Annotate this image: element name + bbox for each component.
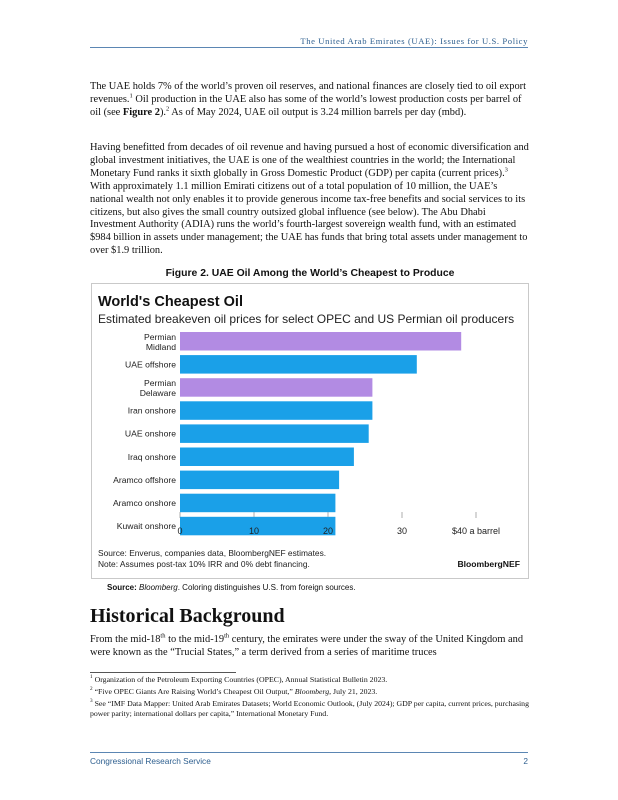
category-label: Permian Delaware — [139, 377, 176, 398]
bar — [180, 424, 369, 443]
chart-brand-logo: BloombergNEF — [457, 559, 520, 569]
x-tick-label: $40 a barrel — [451, 526, 501, 536]
bar — [180, 448, 354, 467]
figure-source: Source: Bloomberg. Coloring distinguishes U.S. from foreign sources. — [107, 583, 356, 592]
footer-organization: Congressional Research Service — [90, 756, 211, 766]
category-label: UAE offshore — [125, 359, 176, 370]
running-header: The United Arab Emirates (UAE): Issues for U.S. Policy — [300, 36, 528, 46]
section-heading-historical-background: Historical Background — [90, 605, 285, 627]
bar — [180, 355, 417, 374]
footnote-separator — [90, 672, 236, 673]
paragraph-oil-reserves: The UAE holds 7% of the world’s proven oil reserves, and national finances are closely tied to oil export revenues.$^1$ Oil production in the UAE also has some of the world’s lowest production costs per barrel of oil (see Figure 2).$^2$ As of May 2024, UAE oil output is 3.24 million barrels per day (mbd). — [90, 81, 526, 118]
category-label: Iran onshore — [127, 405, 176, 416]
x-tick-label: 30 — [396, 526, 408, 536]
bar — [180, 332, 461, 351]
chart-svg — [92, 284, 528, 578]
footnote-2: $^2$ “Five OPEC Giants Are Raising World’s Cheapest Oil Output,” Bloomberg, July 21, 2023. — [90, 686, 378, 696]
page-number: 2 — [523, 756, 528, 766]
chart-source-line: Source: Enverus, companies data, BloombergNEF estimates. — [98, 548, 327, 558]
category-label: Permian Midland — [144, 331, 176, 352]
footnotes — [90, 675, 532, 721]
footnote-3: $^3$ See “IMF Data Mapper: United Arab Emirates Datasets; World Economic Outlook, (July 2024); GDP per capita, current prices, purchasing power parity; international dollars per capita,” International Monetary Fund. — [90, 698, 529, 718]
category-label: UAE onshore — [124, 428, 176, 439]
bar — [180, 471, 339, 490]
chart-note-line: Note: Assumes post-tax 10% IRR and 0% debt financing. — [98, 559, 310, 569]
x-tick-label: 10 — [248, 526, 260, 536]
figure-title: Figure 2. UAE Oil Among the World’s Cheapest to Produce — [165, 268, 455, 279]
paragraph-national-wealth: Having benefitted from decades of oil revenue and having pursued a host of economic diversification and global investment initiatives, the UAE is one of the wealthiest countries in the world; the International Monetary Fund ranks it sixth globally in Gross Domestic Product (GDP) per capita (current prices).$^3$ With approximately 1.1 million Emirati citizens out of a total population of 10 million, the UAE’s national wealth not only enables it to provide generous income tax-free benefits and social services to its citizens, but also gives the small country outsized global influence (see below). The Abu Dhabi Investment Authority (ADIA) runs the world’s fourth-largest sovereign wealth fund, with an estimated $984 billion in assets under management; the UAE has funds that bring total assets under management to over $1.9 trillion. — [90, 142, 529, 257]
x-tick-label: 20 — [322, 526, 334, 536]
figure-2-link[interactable]: Figure 2 — [122, 106, 160, 118]
footnote-ref-1[interactable]: 1 — [129, 92, 133, 100]
bar — [180, 401, 372, 420]
footer-rule — [90, 752, 528, 753]
footnote-1: $^1$ Organization of the Petroleum Exporting Countries (OPEC), Annual Statistical Bulletin 2023. — [90, 674, 388, 684]
chart-title: World's Cheapest Oil — [98, 294, 243, 310]
category-label: Kuwait onshore — [116, 521, 176, 532]
bar — [180, 378, 372, 397]
x-tick-label: 0 — [177, 526, 183, 536]
chart-subtitle: Estimated breakeven oil prices for select OPEC and US Permian oil producers — [98, 312, 515, 326]
footnote-ref-2[interactable]: 2 — [166, 105, 170, 113]
oil-breakeven-chart — [91, 283, 529, 579]
bar — [180, 494, 335, 513]
category-label: Aramco onshore — [112, 497, 176, 508]
category-label: Aramco offshore — [113, 474, 176, 485]
paragraph-historical: From the mid-18th to the mid-19th century, the emirates were under the sway of the United Kingdom and were known as the “Trucial States,” a term derived from a series of maritime truces — [90, 632, 524, 658]
header-rule — [90, 47, 528, 48]
category-label: Iraq onshore — [127, 451, 176, 462]
footnote-ref-3[interactable]: 3 — [504, 166, 508, 174]
